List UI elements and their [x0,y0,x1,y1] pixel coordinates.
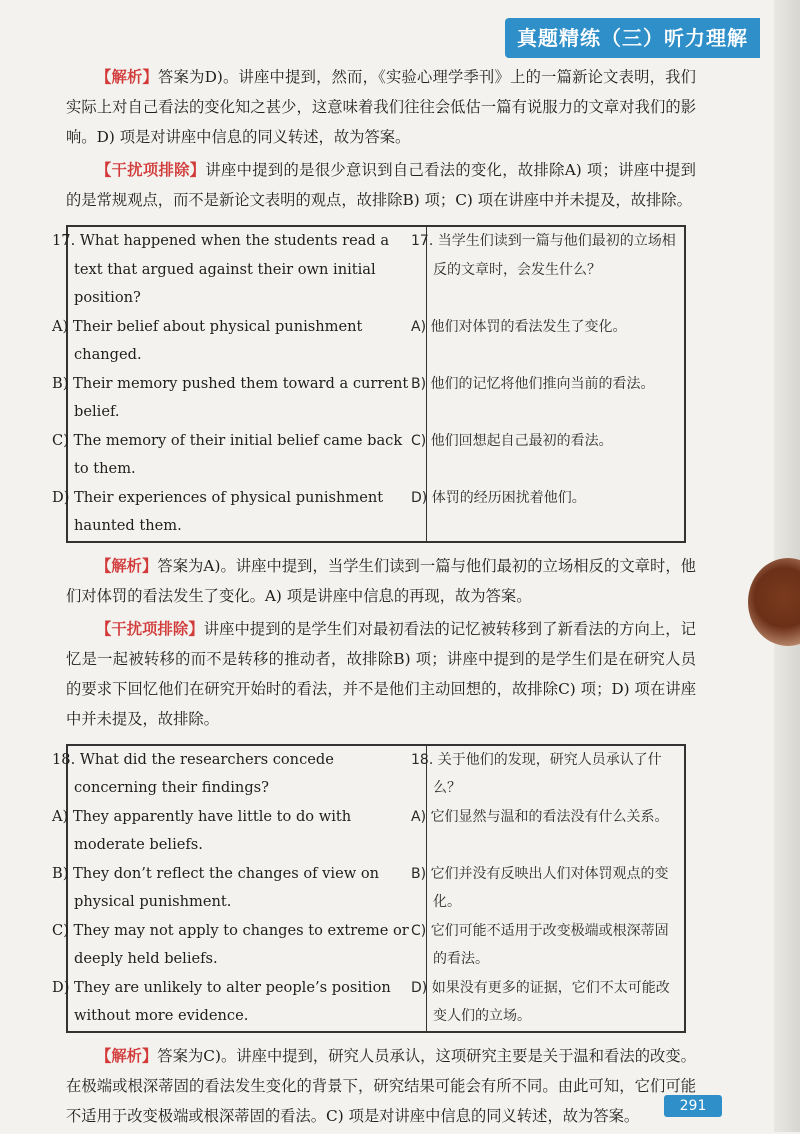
question-zh: 17. 当学生们读到一篇与他们最初的立场相反的文章时，会发生什么？ [411,233,676,278]
table-row [67,860,685,917]
option-c-zh: C) 它们可能不适用于改变极端或根深蒂固的看法。 [411,922,669,967]
page-content [52,62,696,1134]
table-row [67,803,685,860]
option-a-en: A) Their belief about physical punishment changed. [67,313,427,370]
distractor-text: 讲座中提到的是很少意识到自己看法的变化，故排除A) 项；讲座中提到的是常规观点，而不是新论文表明的观点，故排除B) 项；C) 项在讲座中并未提及，故排除。 [66,161,696,209]
analysis-tag: 【解析】 [96,68,159,86]
option-d-en: D) They are unlikely to alter people’s position without more evidence. [67,974,427,1032]
table-row [67,226,685,313]
option-b-zh: B) 他们的记忆将他们推向当前的看法。 [411,375,655,392]
question-17-table [52,225,686,543]
page-number: 291 [664,1095,722,1117]
option-d-zh: D) 体罚的经历困扰着他们。 [411,489,586,506]
distractor-tag: 【干扰项排除】 [96,161,206,179]
finger-photo-artifact [748,558,800,646]
option-c-en: C) They may not apply to changes to extreme or deeply held beliefs. [67,917,427,974]
distractor-tag: 【干扰项排除】 [96,619,204,638]
analysis-17 [66,551,696,611]
table-row [67,313,685,370]
option-a-zh: A) 它们显然与温和的看法没有什么关系。 [411,808,669,825]
option-d-zh: D) 如果没有更多的证据，它们不太可能改变人们的立场。 [411,979,670,1024]
table-row [67,917,685,974]
table-row [67,484,685,542]
question-18-table [52,744,686,1033]
analysis-text: 答案为A)。讲座中提到，当学生们读到一篇与他们最初的立场相反的文章时，他们对体罚的看法发生了变化。A) 项是讲座中信息的再现，故为答案。 [66,556,696,605]
option-c-zh: C) 他们回想起自己最初的看法。 [411,432,613,449]
option-d-en: D) Their experiences of physical punishment haunted them. [67,484,427,542]
analysis-text: 答案为C)。讲座中提到，研究人员承认，这项研究主要是关于温和看法的改变。在极端或根深蒂固的看法发生变化的背景下，研究结果可能会有所不同。由此可知，它们可能不适用于改变极端或根深蒂固的看法。C) 项是对讲座中信息的同义转述，故为答案。 [66,1046,696,1125]
option-b-en: B) Their memory pushed them toward a current belief. [67,370,427,427]
question-en: 18. What did the researchers concede concerning their findings? [67,745,427,803]
option-c-en: C) The memory of their initial belief came back to them. [67,427,427,484]
analysis-tag: 【解析】 [96,556,158,575]
distractor-17 [66,614,696,734]
option-a-zh: A) 他们对体罚的看法发生了变化。 [411,318,627,335]
option-a-en: A) They apparently have little to do with moderate beliefs. [67,803,427,860]
table-row [67,370,685,427]
analysis-tag: 【解析】 [96,1046,158,1065]
analysis-16 [66,62,696,152]
analysis-text: 答案为D)。讲座中提到，然而，《实验心理学季刊》上的一篇新论文表明，我们实际上对自己看法的变化知之甚少，这意味着我们往往会低估一篇有说服力的文章对我们的影响。D) 项是对讲座中信息的同义转述，故为答案。 [66,68,696,146]
table-row [67,974,685,1032]
analysis-18 [66,1041,696,1131]
question-en: 17. What happened when the students read a text that argued against their own initial position? [67,226,427,313]
table-row [67,745,685,803]
question-zh: 18. 关于他们的发现，研究人员承认了什么？ [411,751,662,796]
distractor-text: 讲座中提到的是学生们对最初看法的记忆被转移到了新看法的方向上，记忆是一起被转移的而不是转移的推动者，故排除B) 项；讲座中提到的是学生们是在研究人员的要求下回忆他们在研究开始时的看法，并不是他们主动回想的，故排除C) 项；D) 项在讲座中并未提及，故排除。 [66,619,696,728]
option-b-zh: B) 它们并没有反映出人们对体罚观点的变化。 [411,865,669,910]
section-header: 真题精练（三）听力理解 [505,18,760,58]
option-b-en: B) They don’t reflect the changes of view on physical punishment. [67,860,427,917]
distractor-16 [66,155,696,215]
table-row [67,427,685,484]
